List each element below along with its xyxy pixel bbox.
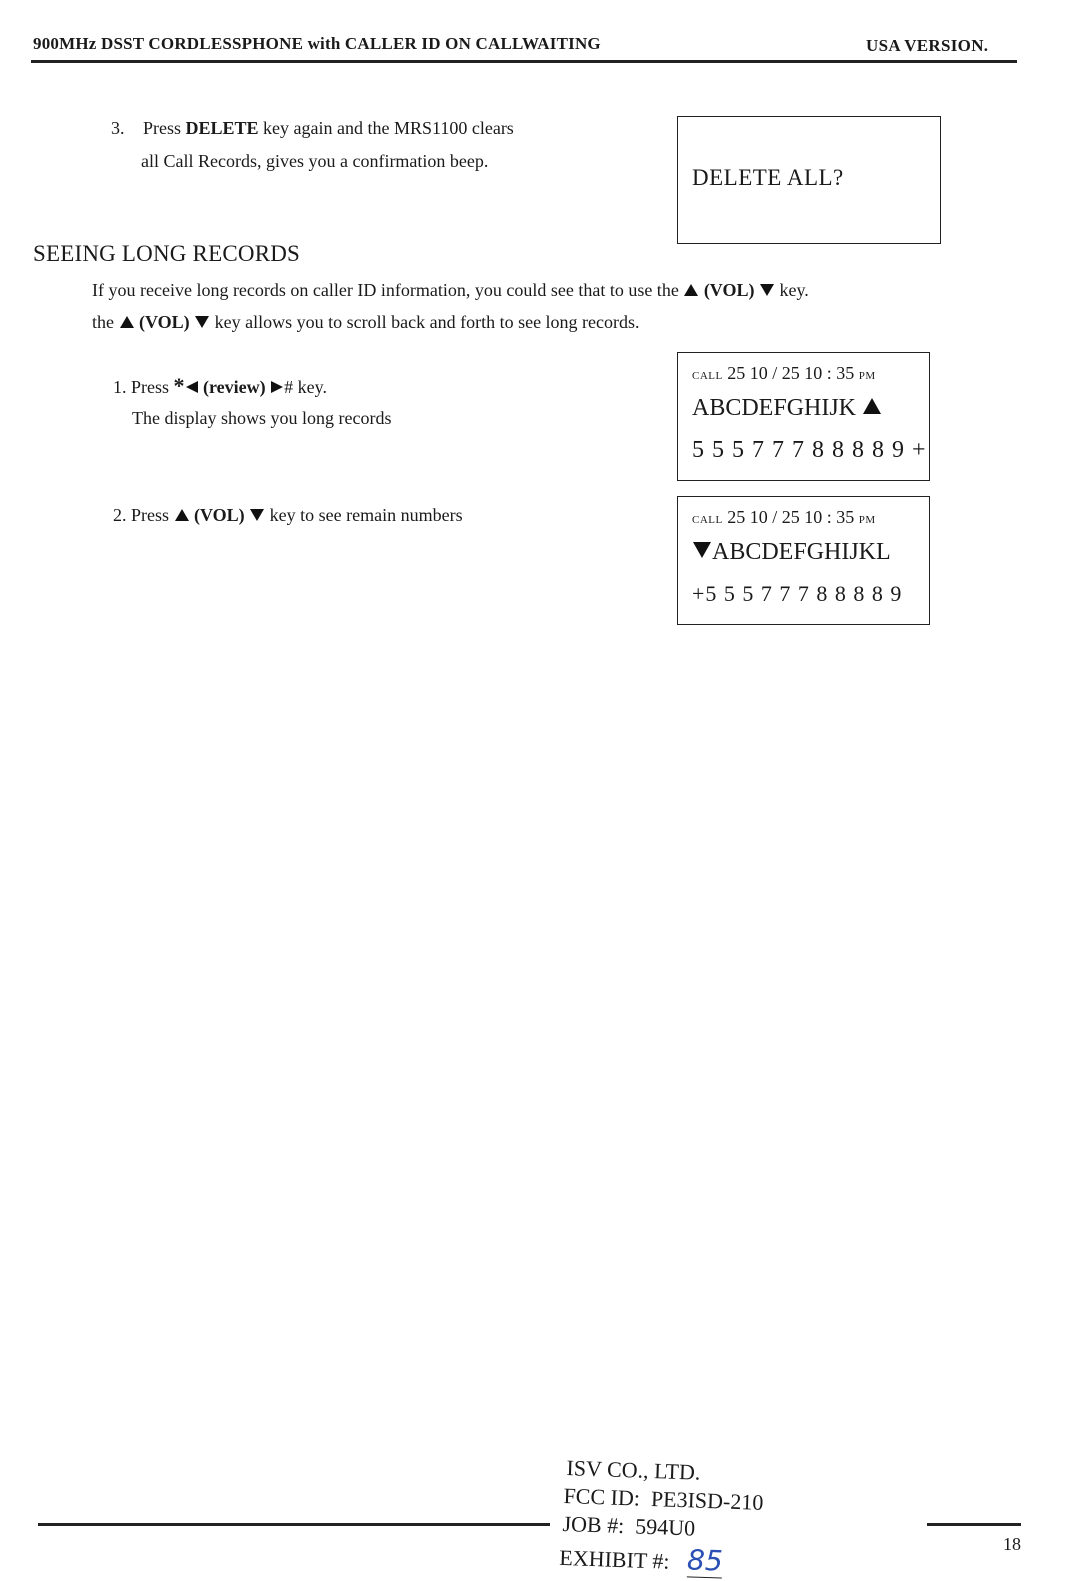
- footer-rule-right: [927, 1523, 1021, 1526]
- stamp-fcc-id: FCC ID: PE3ISD-210: [563, 1482, 764, 1515]
- up-triangle-icon: [174, 508, 190, 522]
- lcd-delete-all: [677, 116, 941, 244]
- lcd-2-name: ABCDEFGHIJKL: [692, 539, 891, 566]
- stamp-exhibit-handwritten: 85: [686, 1543, 724, 1578]
- up-triangle-icon: [119, 315, 135, 329]
- step-1-number: 1.: [113, 377, 127, 397]
- lcd-1-number: 5 5 5 7 7 7 8 8 8 8 9 +: [692, 437, 927, 463]
- step-2-number: 2.: [113, 505, 127, 525]
- step-1-line-2: The display shows you long records: [132, 408, 392, 428]
- lcd-long-record-1: [677, 352, 930, 481]
- step-2-line-1: 2. Press (VOL) key to see remain numbers: [113, 505, 463, 525]
- left-triangle-icon: [185, 380, 199, 394]
- step-3-number: 3.: [111, 118, 125, 138]
- lcd-2-header: CALL 25 10 / 25 10 : 35 PM: [692, 507, 876, 527]
- delete-key-label: DELETE: [185, 118, 259, 138]
- intro-line-1: If you receive long records on caller ID information, you could see that to use the (VOL) key.: [92, 280, 809, 300]
- down-triangle-icon: [194, 315, 210, 329]
- star-key-label: *: [173, 373, 185, 398]
- lcd-1-name: ABCDEFGHIJK: [692, 395, 882, 422]
- step-3-line-2: all Call Records, gives you a confirmation beep.: [141, 151, 489, 171]
- lcd-long-record-2: [677, 496, 930, 625]
- down-triangle-icon: [249, 508, 265, 522]
- hash-key-label: #: [284, 377, 294, 397]
- header-rule: [31, 60, 1017, 63]
- step-3-line-1: 3. Press DELETE key again and the MRS1100 clears: [111, 118, 514, 138]
- lcd-1-header: CALL 25 10 / 25 10 : 35 PM: [692, 363, 876, 383]
- page-header-title: 900MHz DSST CORDLESSPHONE with CALLER ID ON CALLWAITING: [33, 34, 601, 53]
- page-number: 18: [1003, 1534, 1021, 1554]
- stamp-exhibit: EXHIBIT #: 85: [558, 1543, 724, 1578]
- lcd-delete-all-text: DELETE ALL?: [692, 165, 844, 190]
- step-1-line-1: 1. Press * (review) # key.: [113, 373, 327, 398]
- section-title: SEEING LONG RECORDS: [33, 241, 301, 266]
- down-triangle-icon: [759, 283, 775, 297]
- right-triangle-icon: [270, 380, 284, 394]
- stamp-company: ISV CO., LTD.: [566, 1455, 701, 1485]
- footer-rule-left: [38, 1523, 550, 1526]
- stamp-job: JOB #: 594U0: [562, 1510, 696, 1541]
- intro-line-2: the (VOL) key allows you to scroll back and forth to see long records.: [92, 312, 640, 332]
- up-triangle-icon: [862, 397, 882, 415]
- page-header-version: USA VERSION.: [866, 36, 989, 55]
- review-key-label: (review): [203, 377, 266, 397]
- lcd-2-number: +5 5 5 7 7 7 8 8 8 8 9: [692, 581, 903, 606]
- fcc-stamp: [558, 1455, 805, 1578]
- down-triangle-icon: [692, 541, 712, 559]
- up-triangle-icon: [683, 283, 699, 297]
